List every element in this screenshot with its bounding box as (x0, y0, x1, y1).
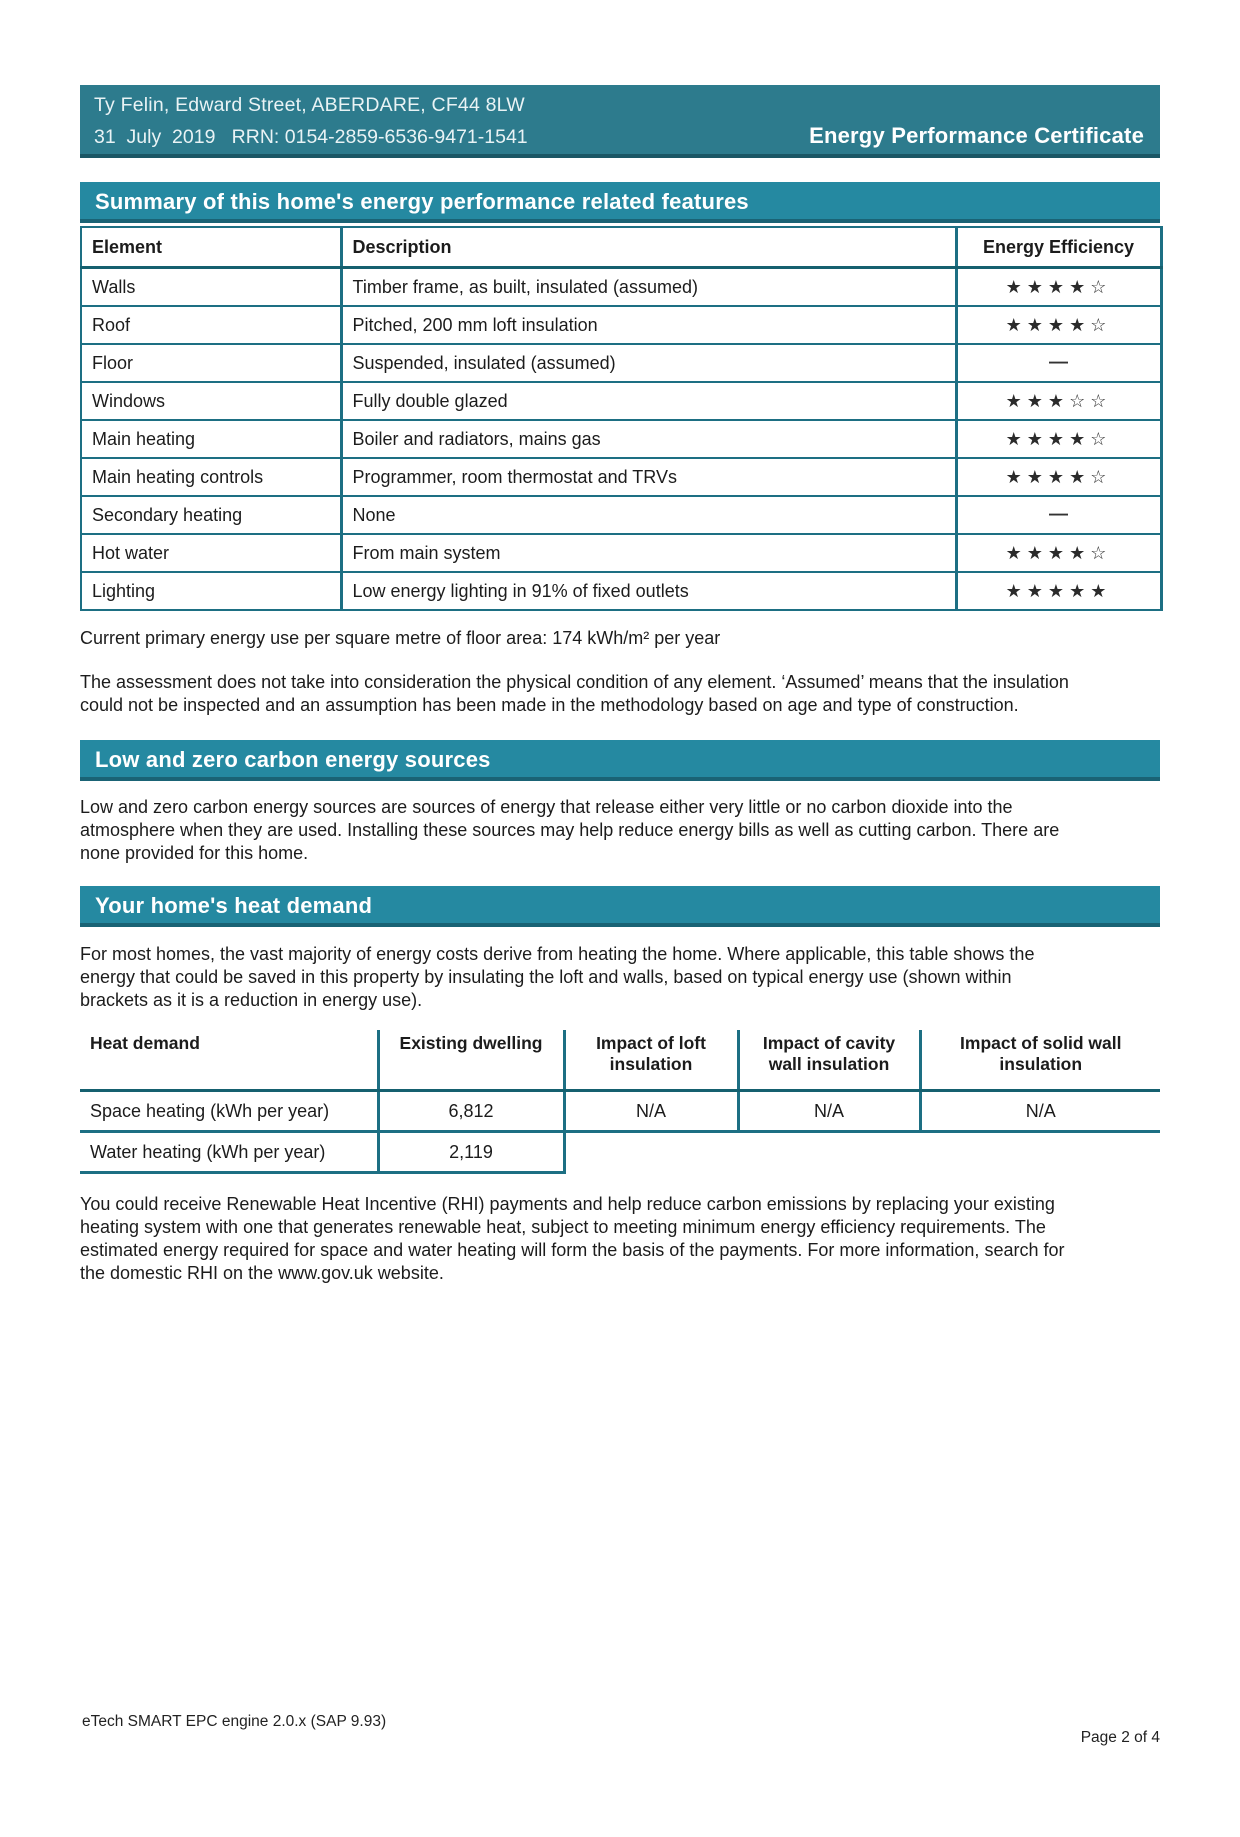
heat-demand-value: 6,812 (378, 1091, 564, 1132)
low-zero-carbon-body: Low and zero carbon energy sources are sources of energy that release either very little or no carbon dioxide into the atmosphere when they are used. Installing these sources may help reduce energy bills as well as cutting carbon. There are none provided for this home. (80, 797, 1060, 863)
feature-element: Secondary heating (81, 496, 341, 534)
feature-description: Suspended, insulated (assumed) (341, 344, 956, 382)
column-header-energy-efficiency: Energy Efficiency (956, 227, 1161, 268)
feature-element: Walls (81, 268, 341, 307)
feature-element: Floor (81, 344, 341, 382)
heat-demand-label: Space heating (kWh per year) (80, 1091, 378, 1132)
feature-row (81, 420, 1161, 458)
feature-description: Fully double glazed (341, 382, 956, 420)
rhi-note: You could receive Renewable Heat Incentive (RHI) payments and help reduce carbon emissions by replacing your existing heating system with one that generates renewable heat, subject to meeting minimum energy efficiency requirements. The estimated energy required for space and water heating will form the basis of the payments. For more information, search for the domestic RHI on the www.gov.uk website. (80, 1194, 1065, 1283)
feature-row (81, 306, 1161, 344)
section-heading-heat-demand: Your home's heat demand (80, 886, 1160, 927)
hd-column-existing-dwelling: Existing dwelling (378, 1030, 564, 1091)
heat-demand-value: N/A (738, 1091, 920, 1132)
header-second-line (94, 123, 1144, 149)
certificate-title: Energy Performance Certificate (809, 123, 1144, 148)
feature-description: None (341, 496, 956, 534)
section-heading-low-zero-carbon: Low and zero carbon energy sources (80, 740, 1160, 781)
hd-column-loft-insulation: Impact of loft insulation (564, 1030, 738, 1091)
footer-engine-version: eTech SMART EPC engine 2.0.x (SAP 9.93) (82, 1713, 387, 1730)
document-header (80, 85, 1160, 158)
features-table-body (81, 268, 1161, 611)
feature-star-rating: ★★★★☆ (956, 534, 1161, 572)
feature-element: Windows (81, 382, 341, 420)
heat-demand-row (80, 1132, 1160, 1173)
column-header-description: Description (341, 227, 956, 268)
feature-element: Lighting (81, 572, 341, 610)
epc-document-page (0, 85, 1240, 1837)
feature-star-rating: — (956, 344, 1161, 382)
feature-row (81, 344, 1161, 382)
feature-row (81, 534, 1161, 572)
heat-demand-empty-cell (564, 1132, 738, 1173)
assessment-note: The assessment does not take into consideration the physical condition of any element. ‘Assumed’ means that the insulation could not be inspected and an assumption has been made in the methodology based on age and type of construction. (80, 672, 1069, 715)
feature-element: Main heating (81, 420, 341, 458)
heat-demand-empty-cell (920, 1132, 1160, 1173)
feature-star-rating: ★★★★☆ (956, 420, 1161, 458)
feature-description: Boiler and radiators, mains gas (341, 420, 956, 458)
hd-column-heat-demand: Heat demand (80, 1030, 378, 1091)
feature-element: Roof (81, 306, 341, 344)
heat-demand-header-row (80, 1030, 1160, 1091)
feature-star-rating: — (956, 496, 1161, 534)
section-heading-summary: Summary of this home's energy performance related features (80, 182, 1160, 223)
feature-element: Hot water (81, 534, 341, 572)
feature-row (81, 268, 1161, 307)
heat-demand-intro: For most homes, the vast majority of energy costs derive from heating the home. Where applicable, this table shows the energy that could be saved in this property by insulating the loft and walls, based on typical energy use (shown within brackets as it is a reduction in energy use). (80, 944, 1035, 1010)
heat-demand-table-body (80, 1091, 1160, 1173)
primary-energy-use-line: Current primary energy use per square metre of floor area: 174 kWh/m² per year (80, 628, 721, 648)
column-header-element: Element (81, 227, 341, 268)
features-table (80, 226, 1163, 611)
feature-description: Timber frame, as built, insulated (assumed) (341, 268, 956, 307)
feature-star-rating: ★★★★☆ (956, 458, 1161, 496)
hd-column-cavity-wall-insulation: Impact of cavity wall insulation (738, 1030, 920, 1091)
footer-page-number: Page 2 of 4 (1080, 1729, 1160, 1746)
page-content (80, 85, 1160, 1285)
feature-row (81, 496, 1161, 534)
heat-demand-value: N/A (564, 1091, 738, 1132)
feature-description: Low energy lighting in 91% of fixed outlets (341, 572, 956, 610)
heat-demand-row (80, 1091, 1160, 1132)
feature-row (81, 572, 1161, 610)
date-and-rrn: 31 July 2019 RRN: 0154-2859-6536-9471-1541 (94, 126, 528, 148)
heat-demand-value: 2,119 (378, 1132, 564, 1173)
feature-star-rating: ★★★☆☆ (956, 382, 1161, 420)
feature-star-rating: ★★★★☆ (956, 268, 1161, 307)
feature-description: Pitched, 200 mm loft insulation (341, 306, 956, 344)
feature-row (81, 382, 1161, 420)
heat-demand-label: Water heating (kWh per year) (80, 1132, 378, 1173)
heat-demand-value: N/A (920, 1091, 1160, 1132)
features-table-header-row (81, 227, 1161, 268)
feature-row (81, 458, 1161, 496)
feature-description: From main system (341, 534, 956, 572)
feature-star-rating: ★★★★☆ (956, 306, 1161, 344)
feature-description: Programmer, room thermostat and TRVs (341, 458, 956, 496)
heat-demand-empty-cell (738, 1132, 920, 1173)
feature-star-rating: ★★★★★ (956, 572, 1161, 610)
heat-demand-table (80, 1030, 1160, 1174)
feature-element: Main heating controls (81, 458, 341, 496)
property-address: Ty Felin, Edward Street, ABERDARE, CF44 8LW (94, 94, 525, 116)
hd-column-solid-wall-insulation: Impact of solid wall insulation (920, 1030, 1160, 1091)
